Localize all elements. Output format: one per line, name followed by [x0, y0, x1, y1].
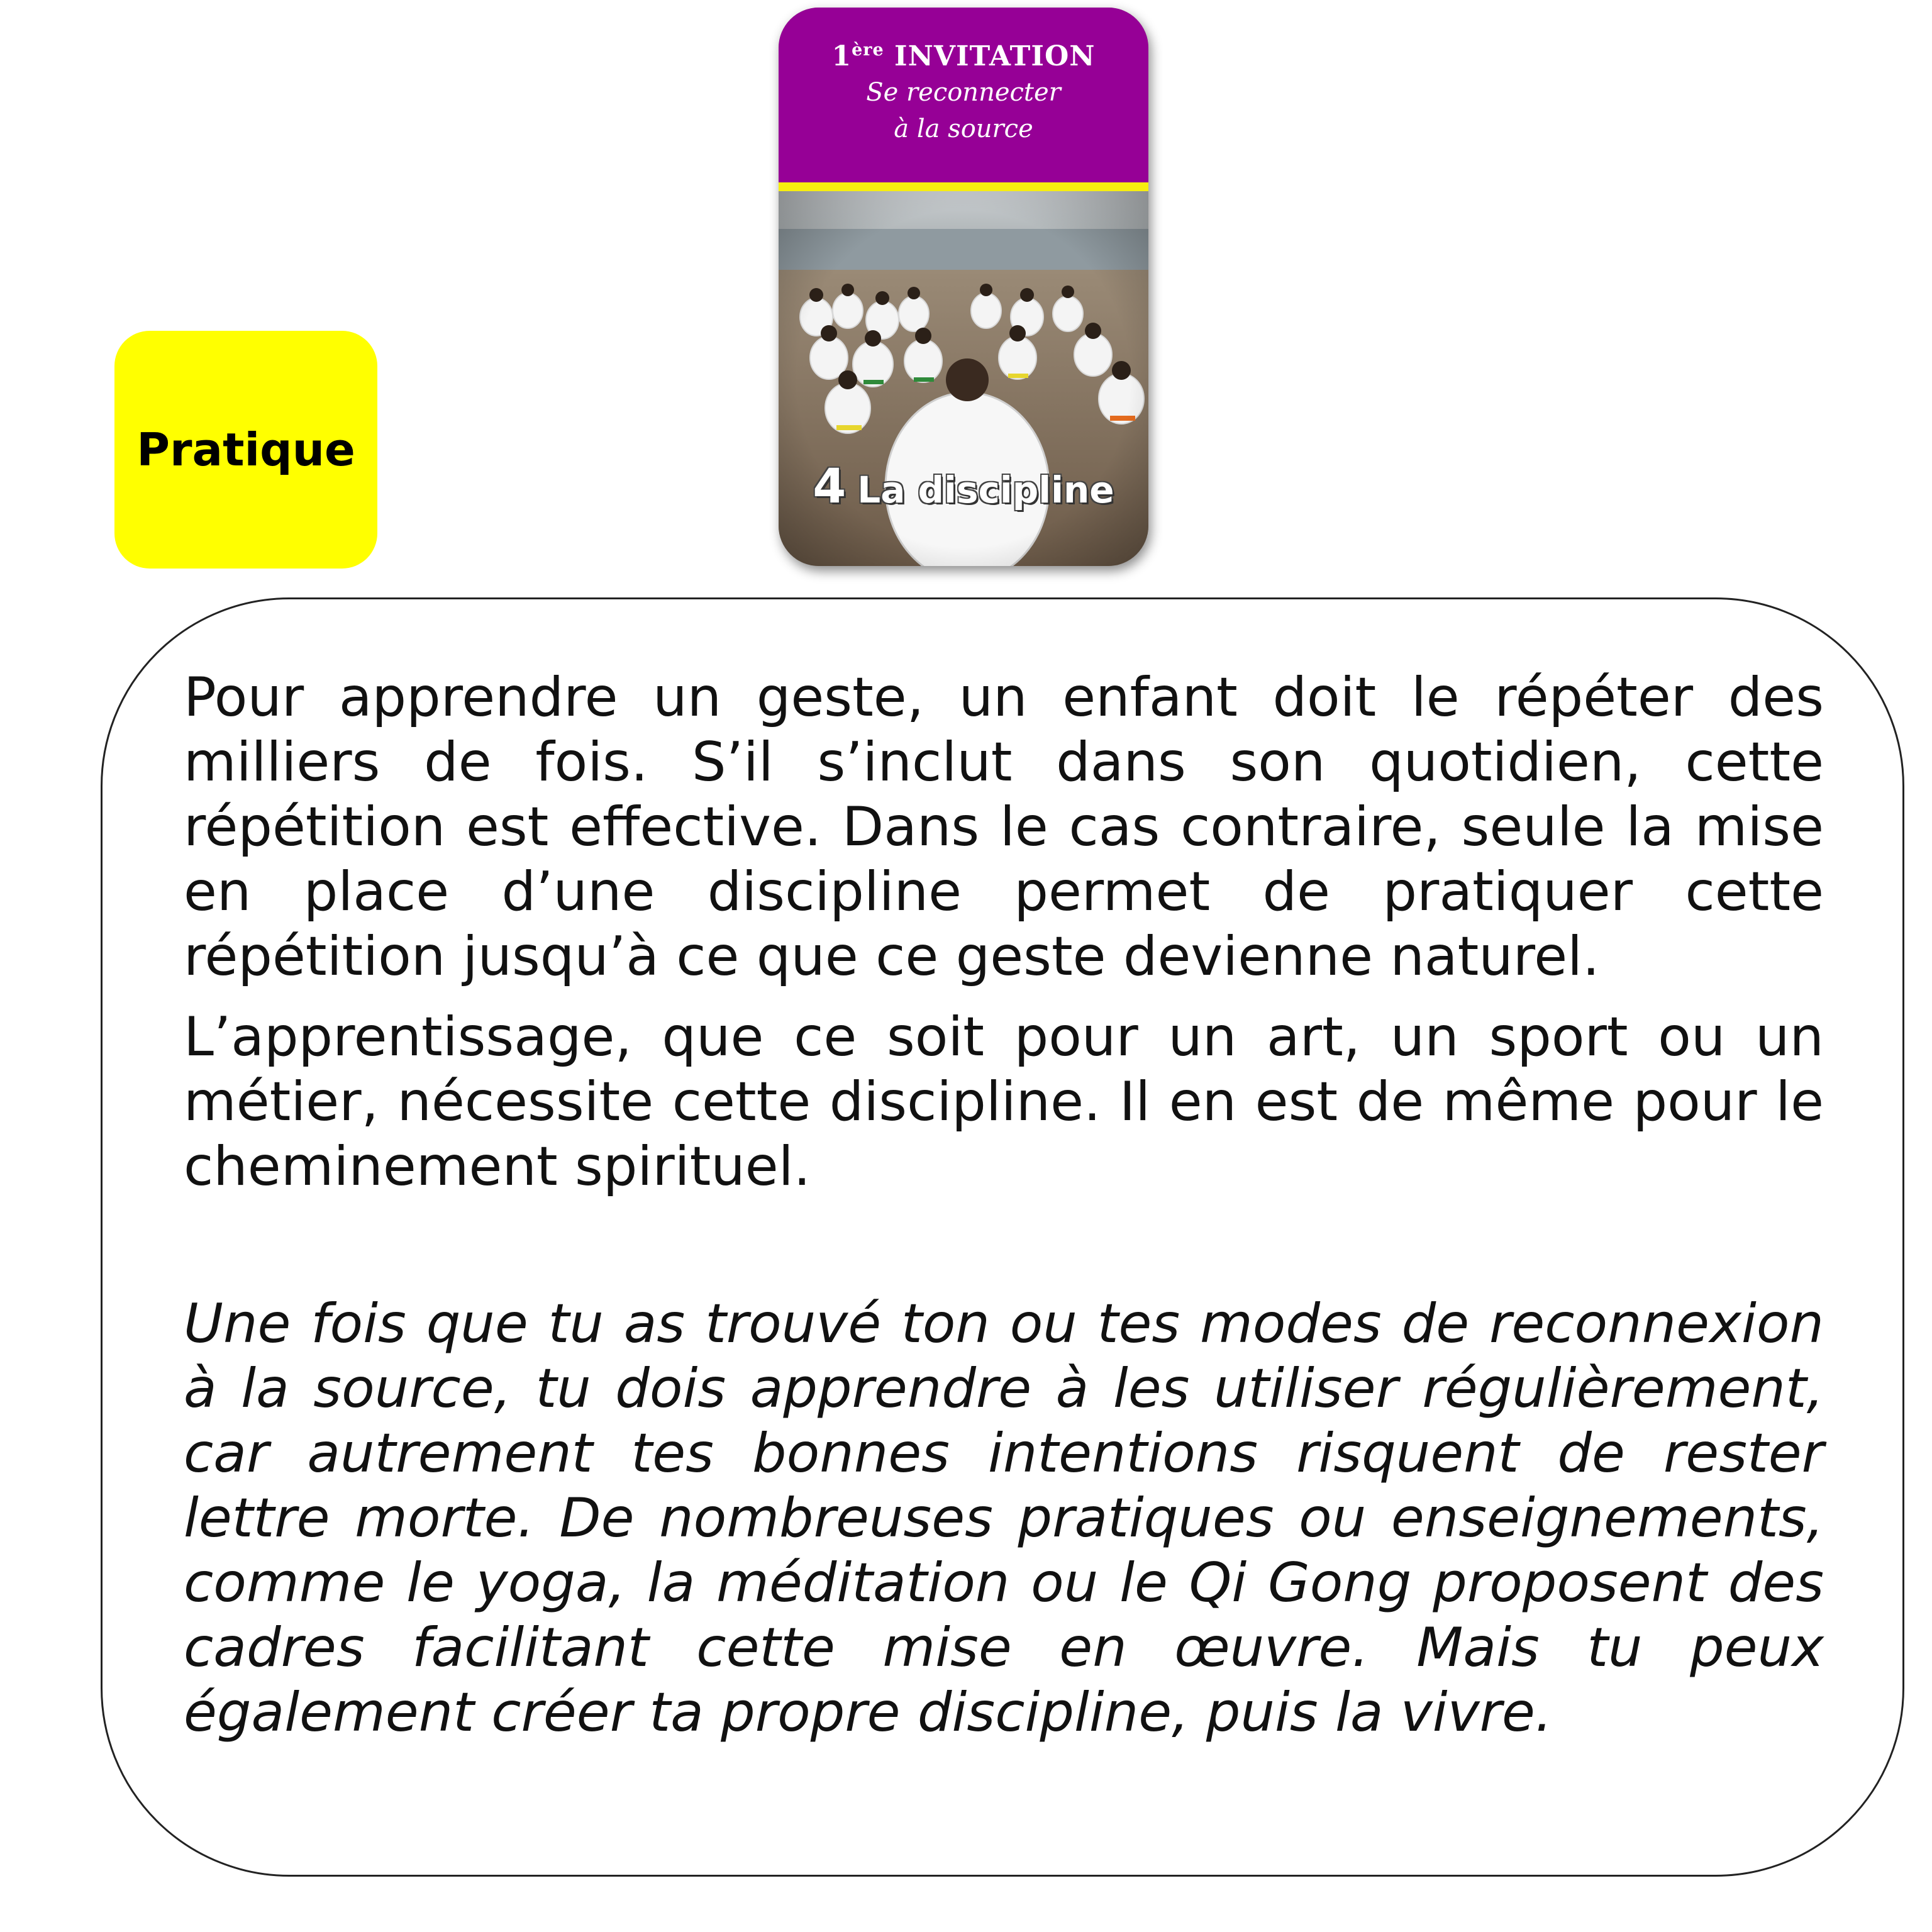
card-subtitle-line2: à la source — [894, 114, 1033, 143]
card-header — [779, 8, 1148, 182]
paragraph-3: Une fois que tu as trouvé ton ou tes modes de reconnexion à la source, tu dois apprendre à les utiliser régulièrement, car autrement tes bonnes intentions risquent de rester lettre morte. De nombreuses pratiques ou enseignements, comme le yoga, la méditation ou le Qi Gong proposent des cadres facilitant cette mise en œuvre. Mais tu peux également créer ta propre discipline, puis la vivre. — [184, 1292, 1824, 1744]
category-tag-label: Pratique — [136, 423, 355, 476]
card-subtitle-line1: Se reconnecter — [866, 78, 1061, 107]
card-title-text: INVITATION — [894, 40, 1096, 72]
card-name — [779, 458, 1148, 514]
invitation-card — [779, 8, 1148, 566]
card-title — [779, 40, 1148, 72]
card-stripe — [779, 182, 1148, 191]
card-name-label: La discipline — [857, 469, 1114, 511]
card-title-number: 1 — [831, 40, 852, 72]
category-tag — [114, 331, 377, 569]
card-title-ordinal: ère — [852, 40, 884, 60]
paragraph-2: L’apprentissage, que ce soit pour un art, un sport ou un métier, nécessite cette discipline. Il en est de même pour le cheminement spirituel. — [184, 1006, 1824, 1198]
card-number: 4 — [813, 458, 847, 514]
paragraph-1: Pour apprendre un geste, un enfant doit le répéter des milliers de fois. S’il s’inclut dans son quotidien, cette répétition est effective. Dans le cas contraire, seule la mise en place d’une discipline permet de pratiquer cette répétition jusqu’à ce que ce geste devienne naturel. — [184, 666, 1824, 988]
